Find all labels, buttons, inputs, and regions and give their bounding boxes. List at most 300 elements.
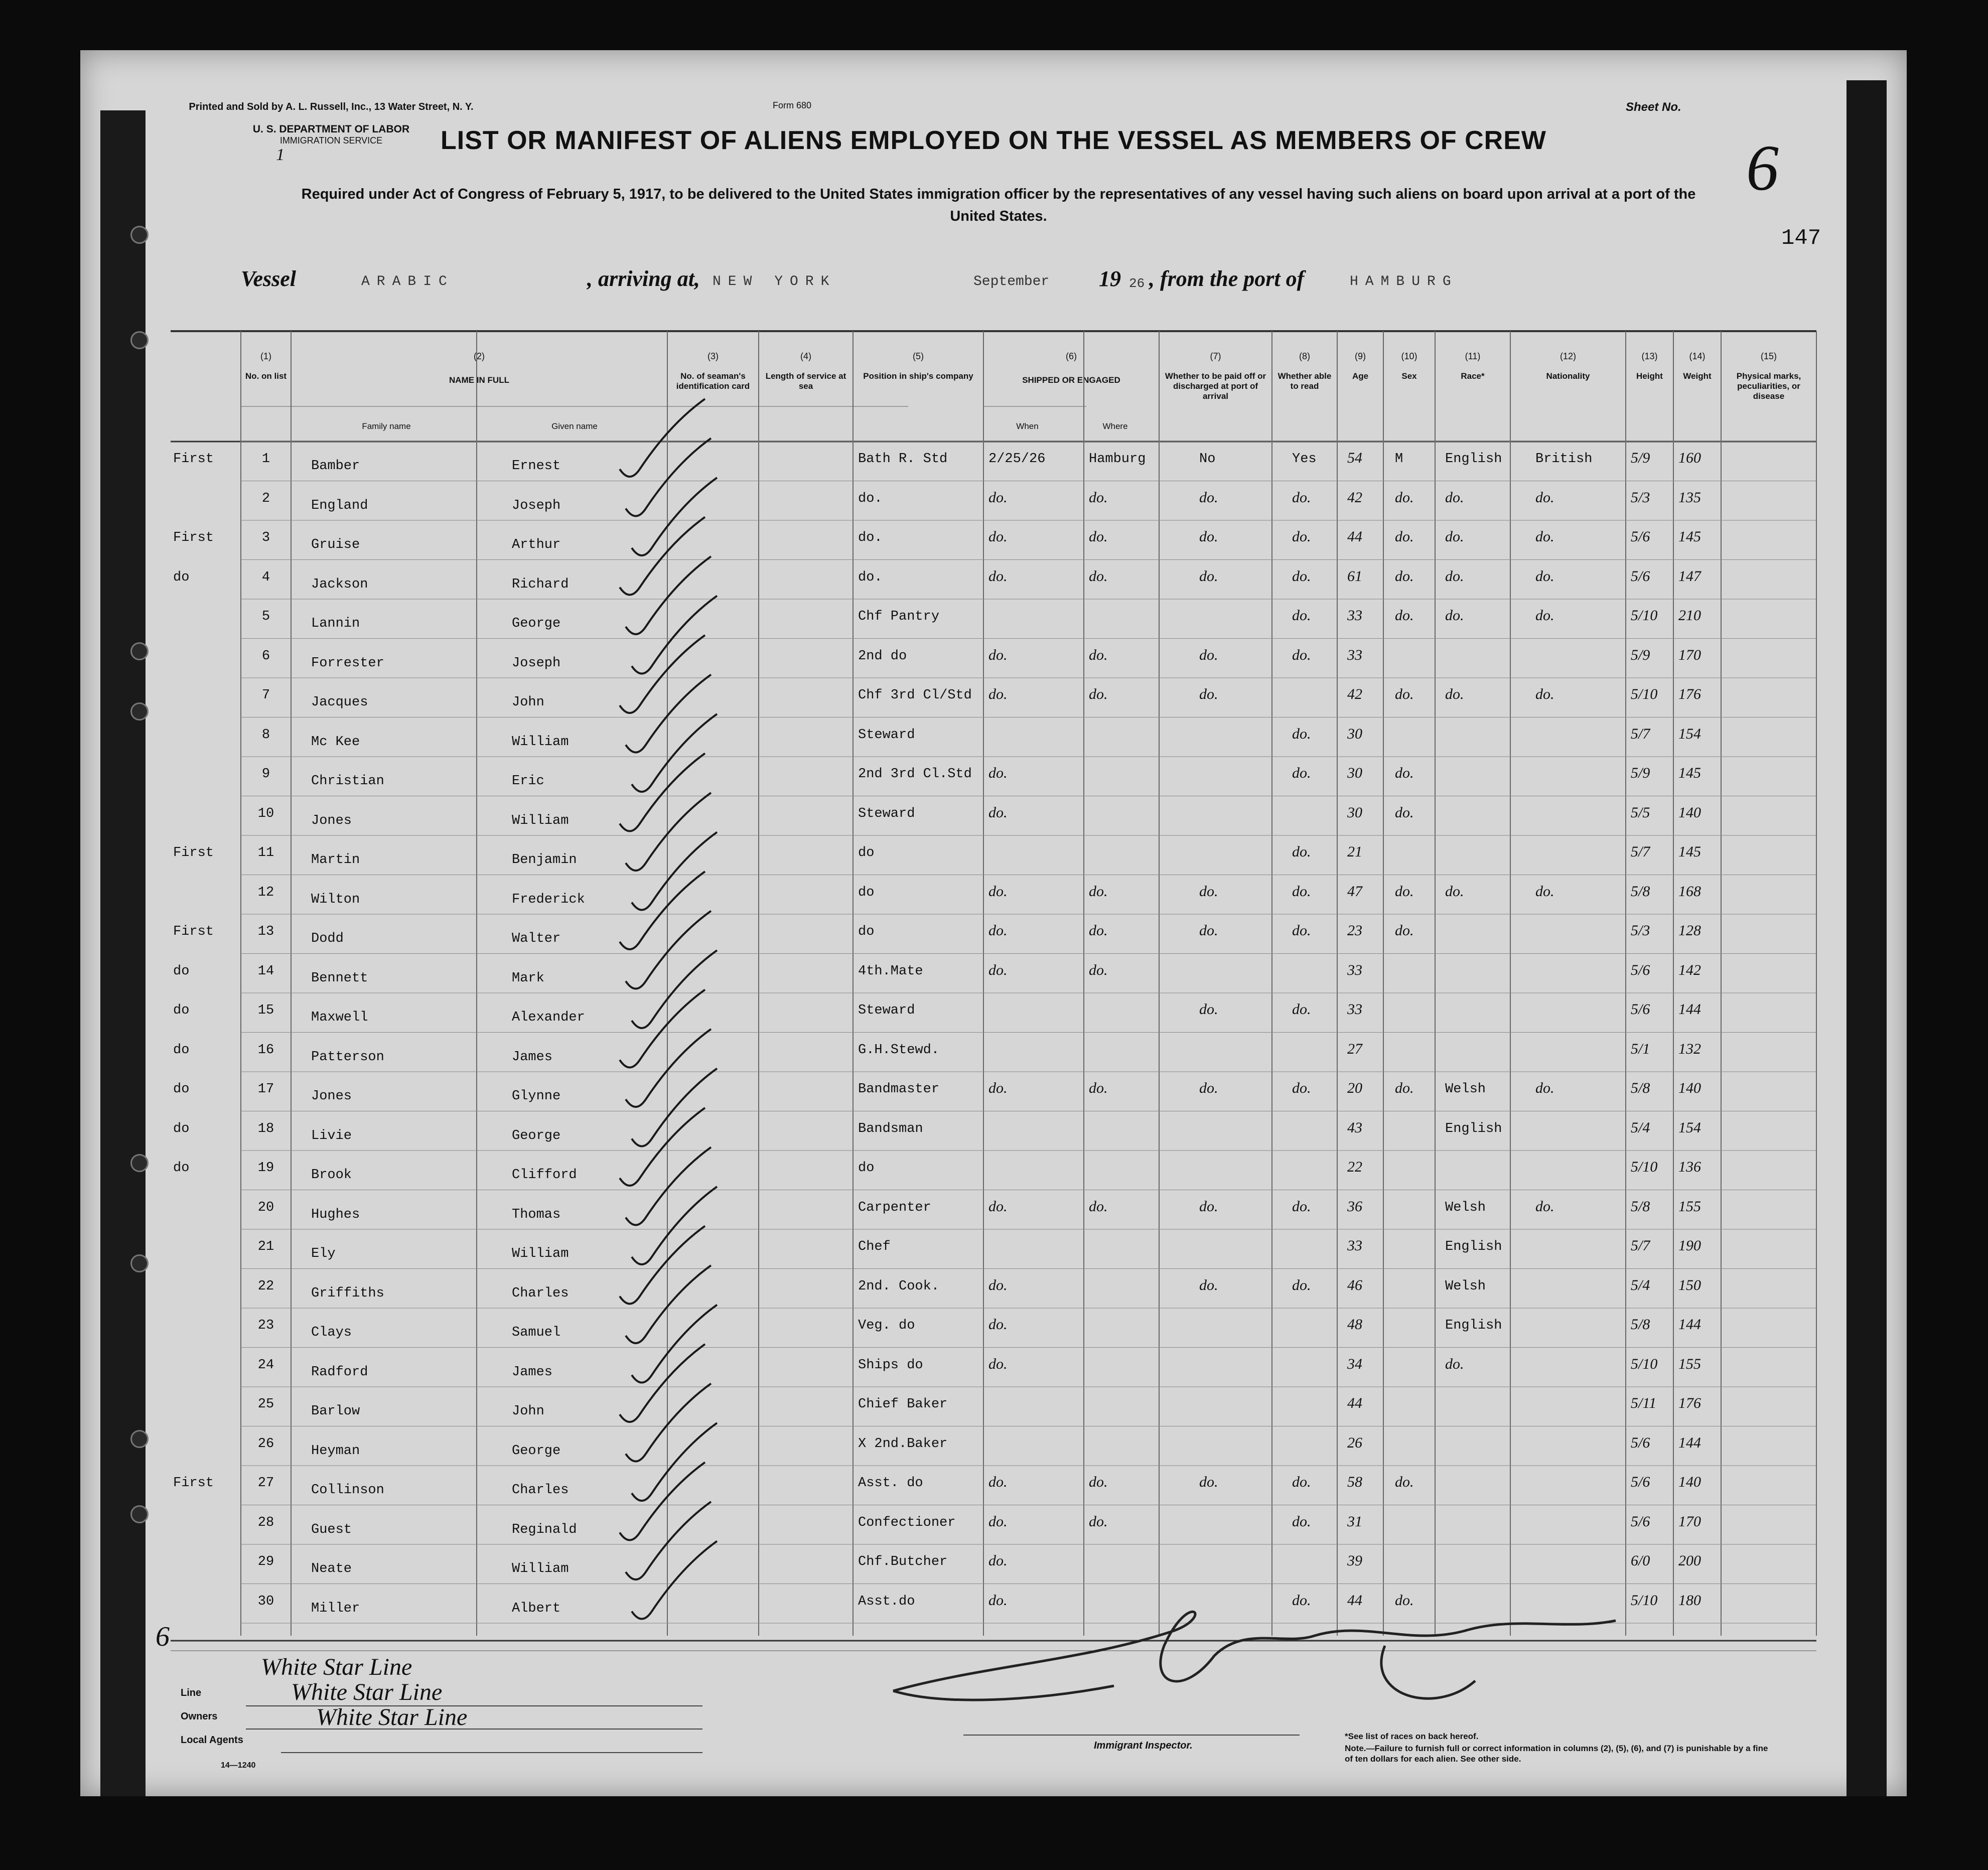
agents-value: White Star Line	[316, 1704, 468, 1731]
cell-age: 34	[1347, 1355, 1362, 1372]
cell-given: John	[512, 1404, 544, 1419]
cell-where: do.	[1089, 1513, 1108, 1530]
cell-where: do.	[1089, 1080, 1108, 1096]
cell-age: 31	[1347, 1513, 1362, 1530]
manifest-page	[80, 50, 1907, 1796]
vessel-name: ARABIC	[361, 274, 454, 290]
cell-no: 10	[257, 806, 274, 821]
cell-when: do.	[988, 567, 1008, 585]
cell-where: do.	[1089, 489, 1108, 506]
cell-given: Thomas	[512, 1207, 561, 1222]
cell-when: do.	[988, 1474, 1008, 1490]
cell-family: Maxwell	[311, 1010, 368, 1025]
cell-read: do.	[1292, 1001, 1311, 1018]
cell-family: Heyman	[311, 1443, 360, 1459]
column-number: (7)	[1210, 351, 1221, 361]
cell-read: do.	[1292, 725, 1311, 742]
cell-weight: 170	[1678, 646, 1701, 663]
column-header: Whether to be paid off or discharged at port of arrival	[1165, 371, 1266, 401]
cell-position: 4th.Mate	[858, 963, 923, 979]
cell-age: 30	[1347, 765, 1362, 781]
check-mark	[620, 872, 705, 949]
cell-nat: British	[1535, 452, 1593, 467]
cell-height: 5/6	[1631, 1001, 1650, 1018]
check-mark	[620, 399, 705, 477]
cell-given: James	[512, 1049, 553, 1065]
cell-read: do.	[1292, 607, 1311, 624]
cell-where: do.	[1089, 567, 1108, 585]
cell-weight: 160	[1678, 450, 1701, 466]
cell-weight: 176	[1678, 686, 1701, 702]
cell-when: do.	[988, 528, 1008, 545]
agents-label: Local Agents	[181, 1735, 243, 1746]
cell-paid: do.	[1199, 686, 1218, 702]
cell-position: do	[858, 1161, 875, 1176]
cell-race: do.	[1445, 883, 1464, 900]
printer-credit: Printed and Sold by A. L. Russell, Inc., 13 Water Street, N. Y.	[189, 101, 474, 112]
cell-position: Steward	[858, 806, 915, 821]
page-title: LIST OR MANIFEST OF ALIENS EMPLOYED ON THE VESSEL AS MEMBERS OF CREW	[441, 126, 1546, 155]
cell-given: Joseph	[512, 655, 561, 671]
cell-height: 5/3	[1631, 489, 1650, 506]
cell-age: 33	[1347, 1001, 1362, 1018]
punch-hole	[130, 642, 149, 660]
cell-height: 5/8	[1631, 1080, 1650, 1096]
check-mark	[626, 793, 711, 871]
cell-read: do.	[1292, 528, 1311, 545]
column-number: (11)	[1465, 351, 1481, 361]
punch-hole	[130, 1430, 149, 1448]
from-label: , from the port of	[1149, 266, 1305, 291]
cell-read: do.	[1292, 765, 1311, 781]
cell-position: Steward	[858, 1003, 915, 1018]
cell-family: Dodd	[311, 931, 344, 946]
cell-no: 28	[257, 1515, 274, 1530]
cell-sex: do.	[1395, 567, 1414, 585]
line-value: White Star Line	[261, 1654, 412, 1680]
cell-no: 3	[261, 530, 270, 545]
cell-read: do.	[1292, 1276, 1311, 1293]
cell-family: Jones	[311, 813, 352, 828]
cell-weight: 136	[1678, 1159, 1701, 1175]
cell-position: Veg. do	[858, 1318, 915, 1333]
cell-family: Barlow	[311, 1404, 360, 1419]
arriving-port: NEW YORK	[713, 274, 836, 290]
check-mark	[626, 675, 711, 753]
check-mark	[626, 439, 711, 516]
cell-age: 44	[1347, 1395, 1362, 1411]
column-header: Whether able to read	[1277, 371, 1332, 391]
check-mark	[620, 990, 705, 1068]
cell-age: 46	[1347, 1276, 1362, 1293]
cell-race: English	[1445, 452, 1502, 467]
cell-position: do.	[858, 530, 883, 545]
cell-no: 21	[257, 1239, 274, 1254]
sheet-number: 6	[1746, 132, 1779, 204]
cell-no: 6	[261, 648, 270, 664]
cell-height: 5/7	[1631, 1237, 1650, 1254]
cell-position: Chf.Butcher	[858, 1554, 948, 1569]
cell-no: 5	[261, 609, 270, 624]
cell-when: do.	[988, 1513, 1008, 1530]
column-number: (3)	[707, 351, 719, 361]
cell-given: Arthur	[512, 537, 561, 552]
cell-height: 5/6	[1631, 1513, 1650, 1530]
bottom-mark: 6	[156, 1621, 170, 1652]
cell-race: Welsh	[1445, 1278, 1486, 1294]
owners-value: White Star Line	[291, 1679, 443, 1705]
cell-sex: do.	[1395, 607, 1414, 624]
cell-weight: 145	[1678, 765, 1701, 781]
cell-weight: 144	[1678, 1001, 1701, 1018]
cell-paid: do.	[1199, 1080, 1218, 1096]
cell-family: Radford	[311, 1364, 368, 1380]
cell-given: Benjamin	[512, 852, 577, 868]
cell-age: 22	[1347, 1159, 1362, 1175]
cell-family: Wilton	[311, 892, 360, 907]
cell-weight: 176	[1678, 1395, 1701, 1411]
cell-height: 5/3	[1631, 922, 1650, 939]
column-header: No. on list	[245, 371, 287, 381]
cell-when: do.	[988, 961, 1008, 978]
cell-weight: 168	[1678, 883, 1701, 900]
cell-nat: do.	[1535, 686, 1554, 702]
from-port: HAMBURG	[1350, 274, 1458, 290]
cell-when: do.	[988, 646, 1008, 663]
cell-position: Bandmaster	[858, 1082, 940, 1097]
cell-position: X 2nd.Baker	[858, 1436, 948, 1452]
cell-family: Christian	[311, 774, 384, 789]
cell-weight: 200	[1678, 1552, 1701, 1569]
cell-given: John	[512, 695, 544, 710]
cell-where: Hamburg	[1089, 452, 1146, 467]
cell-weight: 147	[1678, 567, 1701, 585]
cell-position: 2nd 3rd Cl.Std	[858, 767, 972, 782]
cell-given: William	[512, 1246, 569, 1261]
cell-height: 5/11	[1631, 1395, 1657, 1411]
cell-sex: M	[1395, 452, 1403, 467]
cell-height: 5/10	[1631, 686, 1658, 702]
cell-where: do.	[1089, 528, 1108, 545]
cell-age: 33	[1347, 646, 1362, 663]
year-prefix: 19	[1099, 266, 1121, 291]
cell-no: 24	[257, 1357, 274, 1373]
cell-age: 61	[1347, 567, 1362, 585]
cell-height: 6/0	[1631, 1552, 1650, 1569]
check-mark	[632, 1541, 717, 1619]
stamp-number: 147	[1781, 226, 1821, 251]
cell-no: 2	[261, 491, 270, 506]
check-mark	[626, 1384, 711, 1462]
cell-family: Jacques	[311, 695, 368, 710]
cell-family: Brook	[311, 1168, 352, 1183]
check-mark	[626, 1147, 711, 1225]
cell-paid: do.	[1199, 1198, 1218, 1215]
cell-margin: First	[173, 530, 214, 545]
cell-age: 42	[1347, 489, 1362, 506]
cell-given: Albert	[512, 1601, 561, 1616]
cell-weight: 210	[1678, 607, 1701, 624]
cell-age: 47	[1347, 883, 1362, 900]
cell-age: 33	[1347, 607, 1362, 624]
cell-weight: 170	[1678, 1513, 1701, 1530]
cell-paid: do.	[1199, 883, 1218, 900]
punch-hole	[130, 1254, 149, 1272]
cell-weight: 144	[1678, 1316, 1701, 1333]
cell-age: 58	[1347, 1474, 1362, 1490]
punch-hole	[130, 226, 149, 244]
cell-weight: 180	[1678, 1592, 1701, 1609]
subcolumn-header: When	[1016, 421, 1039, 431]
cell-nat: do.	[1535, 1080, 1554, 1096]
cell-margin: do	[173, 1121, 190, 1136]
column-header: Race*	[1461, 371, 1485, 381]
cell-margin: do	[173, 1003, 190, 1018]
cell-no: 12	[257, 885, 274, 900]
vessel-label: Vessel	[241, 266, 296, 291]
cell-height: 5/4	[1631, 1276, 1650, 1293]
cell-where: do.	[1089, 961, 1108, 978]
cell-margin: First	[173, 845, 214, 860]
cell-age: 33	[1347, 1237, 1362, 1254]
cell-when: do.	[988, 765, 1008, 781]
column-header: Height	[1636, 371, 1663, 381]
check-mark	[620, 1344, 705, 1422]
column-number: (6)	[1066, 351, 1077, 361]
cell-read: do.	[1292, 1592, 1311, 1609]
cell-weight: 155	[1678, 1355, 1701, 1372]
cell-when: do.	[988, 1592, 1008, 1609]
punch-hole	[130, 1505, 149, 1523]
cell-position: G.H.Stewd.	[858, 1042, 940, 1058]
column-number: (15)	[1760, 351, 1777, 361]
cell-family: Mc Kee	[311, 734, 360, 750]
column-header: SHIPPED OR ENGAGED	[1022, 375, 1120, 385]
cell-family: Gruise	[311, 537, 360, 552]
form-number: Form 680	[773, 100, 812, 110]
cell-given: Charles	[512, 1483, 569, 1498]
cell-family: Hughes	[311, 1207, 360, 1222]
cell-position: do	[858, 845, 875, 860]
cell-weight: 140	[1678, 1080, 1701, 1096]
cell-age: 43	[1347, 1119, 1362, 1136]
column-number: (12)	[1559, 351, 1576, 361]
check-mark	[620, 517, 705, 595]
column-header: Sex	[1401, 371, 1417, 381]
column-header: Weight	[1683, 371, 1712, 381]
cell-race: English	[1445, 1318, 1502, 1333]
column-header: No. of seaman's identification card	[676, 371, 750, 391]
cell-weight: 155	[1678, 1198, 1701, 1215]
cell-height: 5/5	[1631, 804, 1650, 821]
cell-race: English	[1445, 1121, 1502, 1136]
check-mark	[620, 1108, 705, 1186]
check-mark	[620, 635, 705, 713]
cell-height: 5/10	[1631, 1355, 1658, 1372]
cell-family: Clays	[311, 1325, 352, 1340]
cell-paid: do.	[1199, 922, 1218, 939]
column-number: (8)	[1299, 351, 1310, 361]
cell-given: George	[512, 1443, 561, 1459]
column-number: (4)	[800, 351, 811, 361]
line-label: Line	[181, 1687, 202, 1698]
cell-paid: do.	[1199, 646, 1218, 663]
cell-height: 5/9	[1631, 646, 1650, 663]
cell-sex: do.	[1395, 883, 1414, 900]
cell-paid: do.	[1199, 489, 1218, 506]
cell-read: do.	[1292, 922, 1311, 939]
cell-nat: do.	[1535, 528, 1554, 545]
column-number: (2)	[474, 351, 485, 361]
cell-position: 2nd. Cook.	[858, 1278, 940, 1294]
cell-sex: do.	[1395, 1474, 1414, 1490]
cell-where: do.	[1089, 1198, 1108, 1215]
cell-given: Richard	[512, 577, 569, 592]
cell-family: Bamber	[311, 459, 360, 474]
cell-given: Frederick	[512, 892, 585, 907]
cell-position: Bath R. Std	[858, 452, 948, 467]
subcolumn-header: Given name	[551, 421, 598, 431]
cell-weight: 190	[1678, 1237, 1701, 1254]
cell-weight: 135	[1678, 489, 1701, 506]
cell-age: 21	[1347, 843, 1362, 860]
cell-age: 44	[1347, 528, 1362, 545]
cell-weight: 145	[1678, 528, 1701, 545]
check-mark	[620, 1463, 705, 1540]
cell-weight: 140	[1678, 804, 1701, 821]
cell-no: 22	[257, 1278, 274, 1294]
cell-race: do.	[1445, 1355, 1464, 1372]
cell-when: do.	[988, 1355, 1008, 1372]
check-mark	[626, 556, 711, 634]
cell-position: do.	[858, 491, 883, 506]
cell-height: 5/7	[1631, 725, 1650, 742]
cell-height: 5/8	[1631, 883, 1650, 900]
cell-when: do.	[988, 686, 1008, 702]
cell-age: 23	[1347, 922, 1362, 939]
cell-given: Charles	[512, 1285, 569, 1301]
year-suffix: 26	[1129, 276, 1145, 291]
column-header: NAME IN FULL	[449, 375, 509, 385]
cell-margin: do	[173, 1082, 190, 1097]
cell-sex: do.	[1395, 528, 1414, 545]
cell-no: 14	[257, 963, 274, 979]
cell-when: 2/25/26	[988, 452, 1046, 467]
cell-no: 20	[257, 1200, 274, 1215]
cell-family: Patterson	[311, 1049, 384, 1065]
cell-family: Miller	[311, 1601, 360, 1616]
cell-height: 5/9	[1631, 765, 1650, 781]
cell-height: 5/6	[1631, 1434, 1650, 1451]
cell-given: Samuel	[512, 1325, 561, 1340]
cell-position: 2nd do	[858, 648, 907, 664]
cell-no: 8	[261, 727, 270, 743]
cell-position: Steward	[858, 727, 915, 743]
cell-weight: 128	[1678, 922, 1701, 939]
cell-age: 30	[1347, 804, 1362, 821]
subcolumn-header: Where	[1102, 421, 1128, 431]
cell-no: 11	[257, 845, 274, 860]
subcolumn-header: Family name	[362, 421, 411, 431]
cell-read: do.	[1292, 489, 1311, 506]
cell-when: do.	[988, 883, 1008, 900]
cell-race: Welsh	[1445, 1200, 1486, 1215]
cell-family: Forrester	[311, 655, 384, 671]
cell-position: Asst.do	[858, 1594, 915, 1609]
cell-given: Eric	[512, 774, 544, 789]
cell-sex: do.	[1395, 922, 1414, 939]
cell-age: 27	[1347, 1040, 1362, 1057]
cell-when: do.	[988, 922, 1008, 939]
department-name: U. S. DEPARTMENT OF LABOR	[252, 123, 410, 135]
cell-family: Guest	[311, 1522, 352, 1537]
cell-nat: do.	[1535, 1198, 1554, 1215]
cell-given: George	[512, 616, 561, 631]
cell-margin: do	[173, 569, 190, 585]
cell-height: 5/7	[1631, 843, 1650, 860]
check-mark	[626, 1265, 711, 1343]
cell-paid: do.	[1199, 1474, 1218, 1490]
cell-when: do.	[988, 1198, 1008, 1215]
cell-read: do.	[1292, 1198, 1311, 1215]
cell-age: 42	[1347, 686, 1362, 702]
cell-given: Alexander	[512, 1010, 585, 1025]
column-number: (5)	[913, 351, 924, 361]
cell-no: 15	[257, 1003, 274, 1018]
cell-family: Griffiths	[311, 1285, 384, 1301]
cell-family: Collinson	[311, 1483, 384, 1498]
cell-where: do.	[1089, 686, 1108, 702]
cell-read: do.	[1292, 1080, 1311, 1096]
cell-given: Mark	[512, 970, 544, 986]
column-header: Physical marks, peculiarities, or disease	[1736, 371, 1801, 401]
cell-no: 25	[257, 1397, 274, 1412]
cell-no: 13	[257, 924, 274, 939]
cell-given: Clifford	[512, 1168, 577, 1183]
cell-given: Glynne	[512, 1089, 561, 1104]
cell-family: Martin	[311, 852, 360, 868]
cell-age: 48	[1347, 1316, 1362, 1333]
cell-family: Livie	[311, 1128, 352, 1143]
cell-read: do.	[1292, 843, 1311, 860]
cell-age: 39	[1347, 1552, 1362, 1569]
column-header: Age	[1352, 371, 1369, 381]
cell-position: Bandsman	[858, 1121, 923, 1136]
cell-family: Neate	[311, 1561, 352, 1576]
cell-paid: do.	[1199, 1276, 1218, 1293]
owners-label: Owners	[181, 1711, 218, 1722]
cell-weight: 154	[1678, 725, 1701, 742]
cell-given: Reginald	[512, 1522, 577, 1537]
cell-nat: do.	[1535, 883, 1554, 900]
cell-when: do.	[988, 804, 1008, 821]
cell-given: George	[512, 1128, 561, 1143]
cell-no: 9	[261, 767, 270, 782]
column-header: Position in ship's company	[863, 371, 973, 381]
column-number: (13)	[1641, 351, 1658, 361]
cell-height: 5/8	[1631, 1316, 1650, 1333]
cell-paid: do.	[1199, 567, 1218, 585]
service-name: IMMIGRATION SERVICE	[279, 135, 383, 146]
cell-race: do.	[1445, 489, 1464, 506]
cell-margin: do	[173, 1161, 190, 1176]
cell-family: Ely	[311, 1246, 336, 1261]
cell-family: Jackson	[311, 577, 368, 592]
cell-when: do.	[988, 1080, 1008, 1096]
punch-hole	[130, 702, 149, 721]
cell-weight: 144	[1678, 1434, 1701, 1451]
check-mark	[620, 1226, 705, 1304]
